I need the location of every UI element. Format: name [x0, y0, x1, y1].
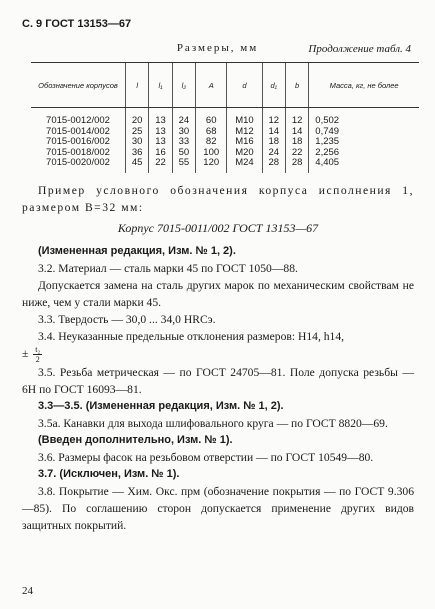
table-cell: 7015-0012/002 — [46, 115, 110, 126]
paragraph-3-2: 3.2. Материал — сталь марки 45 по ГОСТ 1050—88. — [38, 262, 298, 275]
plus-minus-sign: ± — [22, 347, 29, 361]
table-cell: 7015-0014/002 — [46, 125, 110, 137]
table-cell: 120 — [196, 158, 227, 173]
table-cell: 0,502 — [309, 108, 419, 127]
table-cell: M20 — [227, 148, 262, 159]
table-cell: 7015-0016/002 — [46, 136, 110, 147]
table-cell: 33 — [172, 137, 195, 148]
paragraph-amendment-2: 3.3—3.5. (Измененная редакция, Изм. № 1, 2). — [38, 400, 284, 412]
paragraph-3-5: 3.5. Резьба метрическая — по ГОСТ 24705—81. Поле допуска резьбы — 6H по ГОСТ 16093—81. — [22, 366, 414, 396]
table-cell: 0,749 — [309, 127, 419, 138]
table-cell: 45 — [126, 158, 149, 173]
table-cell: 14 — [285, 127, 308, 138]
table-cell: 36 — [126, 148, 149, 159]
example-designation: Корпус 7015-0011/002 ГОСТ 13153—67 — [117, 221, 319, 235]
col-header-l: l — [126, 63, 149, 108]
page-number: 24 — [22, 585, 33, 597]
table-cell: 13 — [149, 137, 172, 148]
col-header-d1: d₁ — [262, 63, 285, 108]
table-cell: 16 — [149, 148, 172, 159]
fraction — [33, 345, 42, 364]
table-cell: 50 — [172, 148, 195, 159]
table-row — [31, 108, 419, 127]
table-cell: M12 — [227, 127, 262, 138]
col-header-l2: l₂ — [172, 63, 195, 108]
table-cell: 82 — [196, 137, 227, 148]
table-header-row — [31, 63, 419, 108]
table-cell: 30 — [126, 137, 149, 148]
table-cell: 20 — [126, 108, 149, 127]
table-cell: 24 — [262, 148, 285, 159]
paragraph-amendment-1: (Измененная редакция, Изм. № 1, 2). — [38, 245, 236, 257]
col-header-l1: l₁ — [149, 63, 172, 108]
page-header-standard: С. 9 ГОСТ 13153—67 — [22, 18, 132, 30]
paragraph-amendment-3: (Введен дополнительно, Изм. № 1). — [38, 434, 233, 446]
table-cell: 18 — [262, 137, 285, 148]
table-cell: 4,405 — [309, 158, 419, 173]
col-header-designation: Обозначение корпусов — [31, 63, 126, 108]
table-cell: 14 — [262, 127, 285, 138]
table-cell: 13 — [149, 108, 172, 127]
paragraph-3-4: 3.4. Неуказанные предельные отклонения размеров: H14, h14, — [38, 330, 345, 343]
col-header-d: d — [227, 63, 262, 108]
table-row — [31, 137, 419, 148]
table-cell: 24 — [172, 108, 195, 127]
table-cell: 55 — [172, 158, 195, 173]
dimensions-table — [31, 62, 419, 173]
col-header-b: b — [285, 63, 308, 108]
body-text — [22, 182, 414, 534]
paragraph-3-5a: 3.5а. Канавки для выхода шлифовального круга — по ГОСТ 8820—69. — [38, 417, 388, 430]
table-cell: M10 — [227, 108, 262, 127]
table-cell: 2,256 — [309, 148, 419, 159]
table-cell: M24 — [227, 158, 262, 173]
paragraph-3-6: 3.6. Размеры фасок на резьбовом отверстии — по ГОСТ 10549—80. — [38, 451, 374, 464]
table-cell: 30 — [172, 127, 195, 138]
table-continuation-label: Продолжение табл. 4 — [308, 43, 411, 55]
table-cell: 1,235 — [309, 137, 419, 148]
table-cell: 12 — [262, 108, 285, 127]
table-cell: 7015-0018/002 — [46, 146, 110, 158]
table-cell: 7015-0020/002 — [46, 157, 110, 168]
paragraph-3-3: 3.3. Твердость — 30,0 ... 34,0 HRCэ. — [38, 313, 216, 326]
table-cell: 18 — [285, 137, 308, 148]
fraction-denominator: 2 — [35, 355, 40, 364]
table-title: Размеры, мм — [176, 42, 259, 54]
table-cell: 28 — [285, 158, 308, 173]
paragraph-3-8: 3.8. Покрытие — Хим. Окс. прм (обозначение покрытия — по ГОСТ 9.306—85). По соглашению сторон допускается применение других видов защитных покрытий. — [22, 485, 414, 532]
table-cell: 13 — [149, 127, 172, 138]
col-header-mass: Масса, кг, не более — [309, 63, 419, 108]
paragraph-3-4-fraction — [22, 345, 414, 364]
table-cell: 28 — [262, 158, 285, 173]
table-cell: 22 — [149, 158, 172, 173]
table-cell: 60 — [196, 108, 227, 127]
paragraph-substitution: Допускается замена на сталь других марок по механическим свойствам не ниже, чем у стали марки 45. — [22, 279, 414, 309]
table-cell: 68 — [196, 127, 227, 138]
table-cell: 22 — [285, 148, 308, 159]
table-row — [31, 158, 419, 173]
example-text: Пример условного обозначения корпуса исполнения 1, размером B=32 мм: — [22, 184, 414, 214]
col-header-a: A — [196, 63, 227, 108]
table-cell: 25 — [126, 127, 149, 138]
paragraph-3-7: 3.7. (Исключен, Изм. № 1). — [38, 468, 180, 480]
table-cell: 100 — [196, 148, 227, 159]
table-cell: M16 — [227, 137, 262, 148]
table-cell: 12 — [285, 108, 308, 127]
fraction-numerator: t₂ — [35, 345, 41, 354]
